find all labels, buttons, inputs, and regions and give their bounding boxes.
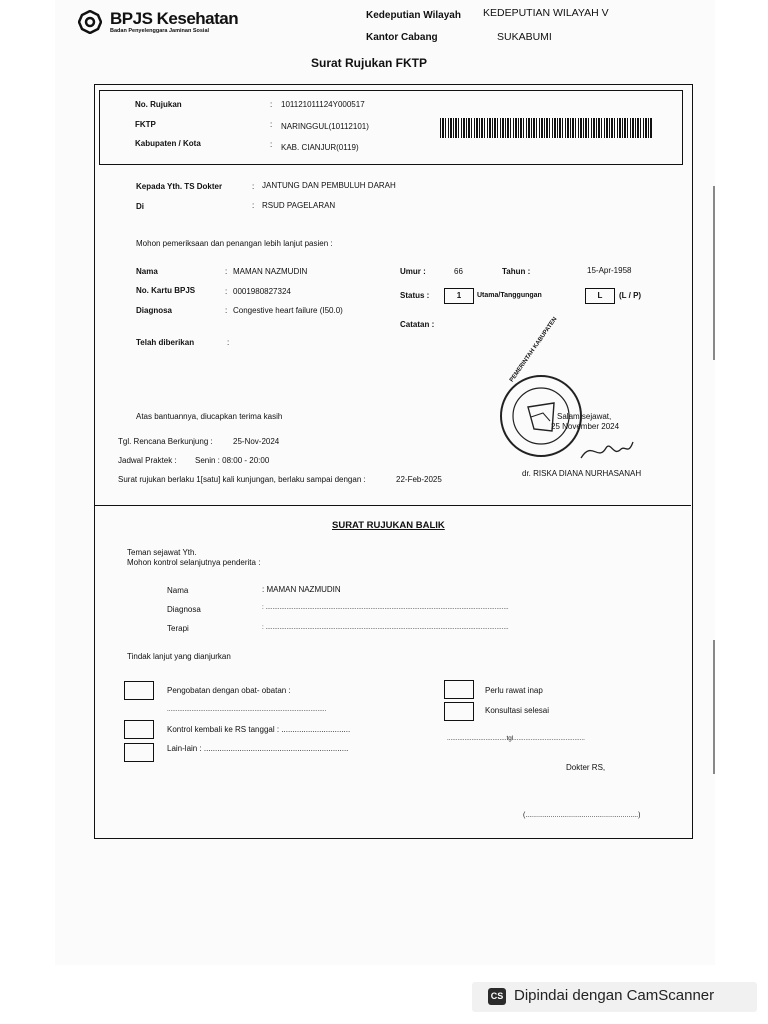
- kontrol-label: Kontrol kembali ke RS tanggal : ...............................: [167, 725, 351, 734]
- balik-terapi-label: Terapi: [167, 624, 189, 633]
- kontrol-checkbox: [124, 720, 154, 739]
- dokter-rs-label: Dokter RS,: [566, 763, 606, 772]
- pengobatan-label: Pengobatan dengan obat- obatan :: [167, 686, 291, 695]
- gender-desc: (L / P): [619, 291, 642, 300]
- stamp-text: PEMERINTAH KABUPATEN: [509, 316, 559, 384]
- no-rujukan-value: 101121011124Y000517: [281, 100, 365, 109]
- camscanner-icon: CS: [488, 988, 506, 1005]
- bpjs-logo-icon: [78, 10, 102, 34]
- rencana-label: Tgl. Rencana Berkunjung :: [118, 437, 213, 446]
- tahun-value: 15-Apr-1958: [587, 266, 632, 275]
- umur-value: 66: [454, 267, 463, 276]
- konsultasi-label: Konsultasi selesai: [485, 706, 550, 715]
- balik-greeting: Teman sejawat Yth.: [127, 548, 197, 557]
- balik-greeting-2: Mohon kontrol selanjutnya penderita :: [127, 558, 261, 567]
- scan-edge: [713, 640, 715, 774]
- balik-diagnosa-label: Diagnosa: [167, 605, 201, 614]
- salam-text: Salam sejawat,: [557, 412, 612, 421]
- status-label: Status :: [400, 291, 430, 300]
- kedeputian-label: Kedeputian Wilayah: [366, 10, 461, 21]
- balik-nama-value: : MAMAN NAZMUDIN: [262, 585, 341, 594]
- camscanner-label: Dipindai dengan CamScanner: [514, 987, 715, 1004]
- no-rujukan-label: No. Rujukan: [135, 100, 182, 109]
- thanks-text: Atas bantuannya, diucapkan terima kasih: [136, 412, 283, 421]
- gender-box: L: [585, 288, 615, 304]
- salam-date: 25 November 2024: [551, 422, 620, 431]
- request-text: Mohon pemeriksaan dan penangan lebih lanjut pasien :: [136, 239, 333, 248]
- di-label: Di: [136, 202, 144, 211]
- scan-edge: [713, 186, 715, 360]
- kepada-value: JANTUNG DAN PEMBULUH DARAH: [262, 181, 396, 190]
- kabupaten-label: Kabupaten / Kota: [135, 139, 201, 148]
- fktp-value: NARINGGUL(10112101): [281, 122, 369, 131]
- kedeputian-value: KEDEPUTIAN WILAYAH V: [483, 7, 609, 19]
- rawat-inap-checkbox: [444, 680, 474, 699]
- tahun-label: Tahun :: [502, 267, 531, 276]
- signature-line: (..........................................................): [523, 812, 641, 819]
- berlaku-value: 22-Feb-2025: [396, 475, 442, 484]
- diberikan-label: Telah diberikan: [136, 338, 195, 347]
- doctor-name: dr. RISKA DIANA NURHASANAH: [522, 469, 642, 478]
- pengobatan-checkbox: [124, 681, 154, 700]
- jadwal-label: Jadwal Praktek :: [118, 456, 177, 465]
- brand-name: BPJS Kesehatan: [110, 9, 239, 28]
- lain-label: Lain-lain : .................................................................: [167, 744, 349, 753]
- pengobatan-dots: ...........................................................................................: [167, 706, 327, 713]
- camscanner-watermark: [472, 982, 757, 1012]
- cabang-value: SUKABUMI: [497, 31, 552, 43]
- section-divider: [94, 505, 691, 506]
- document-title: Surat Rujukan FKTP: [311, 56, 428, 70]
- brand-subtitle: Badan Penyelenggara Jaminan Sosial: [110, 28, 210, 34]
- signature-scribble: [578, 436, 636, 464]
- di-value: RSUD PAGELARAN: [262, 201, 336, 210]
- barcode: [440, 118, 652, 138]
- tgl-line: ..................................tgl.........................................: [447, 735, 585, 742]
- status-desc: Utama/Tanggungan: [477, 292, 542, 299]
- balik-title: SURAT RUJUKAN BALIK: [332, 520, 445, 531]
- kepada-label: Kepada Yth. TS Dokter: [136, 182, 223, 191]
- rencana-value: 25-Nov-2024: [233, 437, 280, 446]
- nama-label: Nama: [136, 267, 158, 276]
- jadwal-value: Senin : 08:00 - 20:00: [195, 456, 270, 465]
- diagnosa-value: Congestive heart failure (I50.0): [233, 306, 343, 315]
- nama-value: MAMAN NAZMUDIN: [233, 267, 308, 276]
- kabupaten-value: KAB. CIANJUR(0119): [281, 143, 359, 152]
- balik-terapi-dots: : ...........................................................................................................................................: [262, 624, 509, 631]
- balik-diagnosa-dots: : ...........................................................................................................................................: [262, 604, 509, 611]
- diagnosa-label: Diagnosa: [136, 306, 173, 315]
- cabang-label: Kantor Cabang: [366, 32, 438, 43]
- catatan-label: Catatan :: [400, 320, 435, 329]
- fktp-label: FKTP: [135, 120, 156, 129]
- status-box: 1: [444, 288, 474, 304]
- umur-label: Umur :: [400, 267, 426, 276]
- kartu-value: 0001980827324: [233, 287, 291, 296]
- lain-checkbox: [124, 743, 154, 762]
- tindak-label: Tindak lanjut yang dianjurkan: [127, 652, 231, 661]
- kartu-label: No. Kartu BPJS: [136, 286, 196, 295]
- berlaku-text: Surat rujukan berlaku 1[satu] kali kunjungan, berlaku sampai dengan :: [118, 475, 366, 484]
- balik-nama-label: Nama: [167, 586, 189, 595]
- konsultasi-checkbox: [444, 702, 474, 721]
- rawat-inap-label: Perlu rawat inap: [485, 686, 543, 695]
